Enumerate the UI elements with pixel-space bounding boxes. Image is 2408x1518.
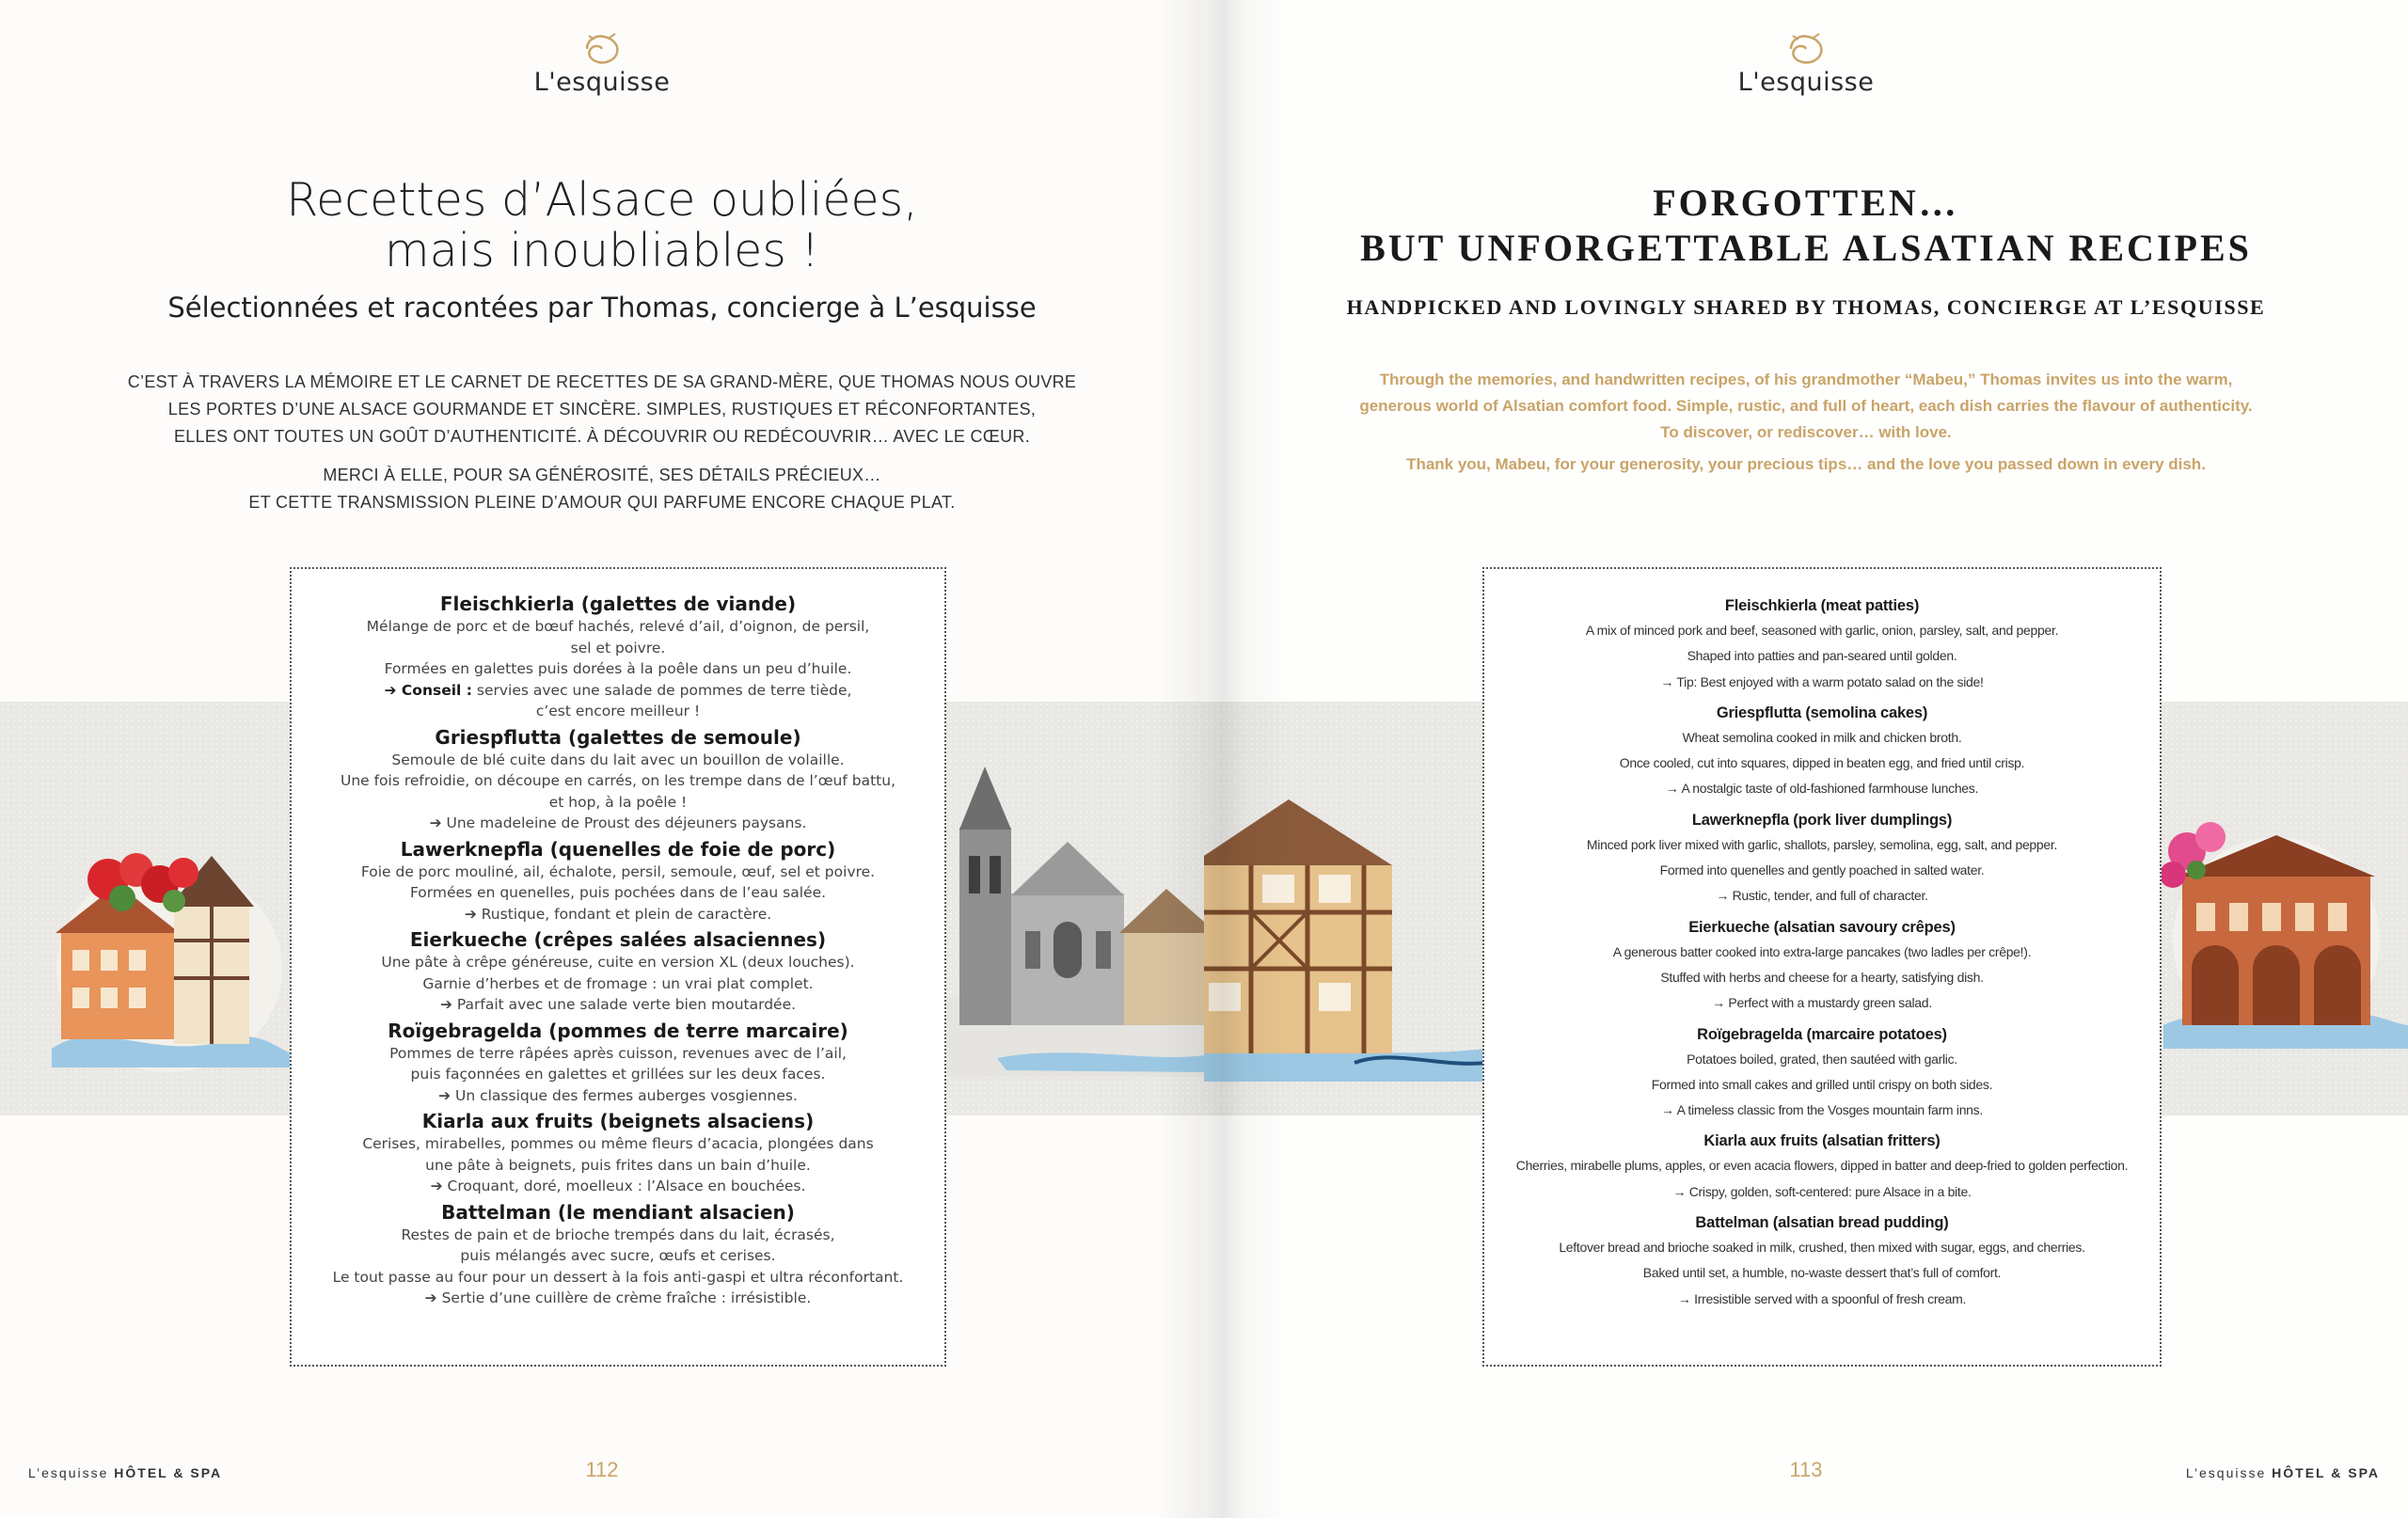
page-subtitle: HANDPICKED AND LOVINGLY SHARED BY THOMAS, CONCIERGE AT L’ESQUISSE (1346, 295, 2266, 319)
recipe-line: Stuffed with herbs and cheese for a hearty, satisfying dish. (1660, 969, 1984, 985)
recipe-line: → Rustic, tender, and full of character. (1716, 888, 1928, 904)
recipe-item (310, 725, 926, 834)
page-number: 113 (1789, 1458, 1823, 1481)
recipe-name: Kiarla aux fruits (beignets alsaciens) (421, 1110, 815, 1132)
recipe-line: Restes de pain et de brioche trempés dans du lait, écrasés, (401, 1225, 835, 1243)
recipe-name: Lawerknepfla (quenelles de foie de porc) (400, 837, 836, 861)
footer-brand-name: L’esquisse (28, 1465, 109, 1480)
intro-line: LES PORTES D’UNE ALSACE GOURMANDE ET SINCÈRE. SIMPLES, RUSTIQUES ET RÉCONFORTANTES, (167, 400, 1037, 419)
recipe-line: Une fois refroidie, on découpe en carrés, on les trempe dans de l’œuf battu, (340, 772, 896, 789)
recipe-item (310, 927, 926, 1016)
recipe-name: Battelman (alsatian bread pudding) (1695, 1214, 1949, 1232)
recipe-item (310, 1019, 926, 1107)
right-page (1204, 0, 2408, 1518)
recipe-item (310, 1109, 926, 1197)
recipe-item (1497, 808, 2147, 909)
recipe-line: puis façonnées en galettes et grillées sur les deux faces. (410, 1066, 826, 1083)
recipe-item (1497, 915, 2147, 1017)
esquisse-logo-icon (1785, 32, 1827, 66)
recipe-line: → A nostalgic taste of old-fashioned farmhouse lunches. (1665, 781, 1979, 797)
intro-line: C’EST À TRAVERS LA MÉMOIRE ET LE CARNET DE RECETTES DE SA GRAND-MÈRE, QUE THOMAS NOUS OUVRE (127, 372, 1077, 391)
footer-brand (28, 1465, 222, 1480)
recipe-item (1497, 1129, 2147, 1205)
recipe-line: Garnie d’herbes et de fromage : un vrai plat complet. (422, 974, 814, 992)
recipe-line: c’est encore meilleur ! (535, 703, 701, 719)
thanks-line: MERCI À ELLE, POUR SA GÉNÉROSITÉ, SES DÉTAILS PRÉCIEUX… (323, 466, 881, 484)
intro-text (94, 369, 1110, 528)
recipe-line: Baked until set, a humble, no-waste dessert that’s full of comfort. (1642, 1265, 2002, 1281)
half-timbered-house-illustration (1204, 781, 1486, 1082)
recipe-name: Griespflutta (semolina cakes) (1716, 704, 1928, 721)
recipe-item (310, 837, 926, 925)
title-line-2: mais inoubliables ! (384, 224, 820, 277)
recipe-name: Roïgebragelda (marcaire potatoes) (1697, 1025, 1947, 1043)
recipe-name: Griespflutta (galettes de semoule) (435, 725, 801, 749)
recipe-line: Wheat semolina cooked in milk and chicken broth. (1682, 729, 1962, 745)
page-number: 112 (585, 1458, 619, 1481)
title-line-2: BUT UNFORGETTABLE ALSATIAN RECIPES (1360, 227, 2252, 269)
recipe-line: → Irresistible served with a spoonful of fresh cream. (1677, 1290, 1967, 1306)
recipe-line: → A timeless classic from the Vosges mountain farm inns. (1661, 1102, 1983, 1118)
recipe-line: Le tout passe au four pour un dessert à la fois anti-gaspi et ultra réconfortant. (332, 1268, 904, 1286)
recipe-line: sel et poivre. (570, 639, 666, 656)
tip-text: servies avec une salade de pommes de terre tiède, (471, 681, 852, 699)
recipe-name: Eierkueche (alsatian savoury crêpes) (1688, 918, 1956, 936)
recipe-line: A generous batter cooked into extra-large pancakes (two ladles per crêpe!). (1612, 943, 2032, 959)
logo-text: L'esquisse (533, 68, 671, 97)
intro-line: Through the memories, and handwritten recipes, of his grandmother “Mabeu,” Thomas invites us into the warm, (1379, 371, 2233, 388)
tip-label: ➔ Conseil : (384, 681, 472, 699)
recipe-line: Minced pork liver mixed with garlic, shallots, parsley, semolina, egg, salt, and pepper. (1586, 836, 2058, 852)
recipe-line: Pommes de terre râpées après cuisson, revenues avec de l’ail, (389, 1044, 847, 1062)
esquisse-logo-icon (581, 32, 623, 66)
recipe-line: puis mélangés avec sucre, œufs et cerises. (460, 1247, 776, 1264)
recipe-line: → Perfect with a mustardy green salad. (1712, 995, 1932, 1011)
alsace-houses-illustration (42, 828, 296, 1082)
recipe-name: Fleischkierla (galettes de viande) (439, 593, 797, 615)
page-title (1242, 181, 2370, 271)
recipe-line: Formées en quenelles, puis pochées dans de l’eau salée. (409, 884, 827, 901)
intro-line: ELLES ONT TOUTES UN GOÛT D’AUTHENTICITÉ. À DÉCOUVRIR OU REDÉCOUVRIR… AVEC LE CŒUR. (173, 427, 1031, 446)
recipe-line: Formed into small cakes and grilled until crispy on both sides. (1651, 1076, 1993, 1092)
recipe-item (1497, 701, 2147, 802)
logo (1712, 32, 1900, 97)
intro-text (1298, 367, 2314, 483)
footer-brand-suffix: HÔTEL & SPA (114, 1465, 223, 1480)
recipe-item (310, 1200, 926, 1309)
page-title (85, 175, 1119, 277)
recipe-list-fr (290, 567, 946, 1367)
recipe-line: Formées en galettes puis dorées à la poêle dans un peu d’huile. (384, 660, 852, 677)
recipe-line: une pâte à beignets, puis frites dans un bain d’huile. (425, 1156, 811, 1174)
intro-line: generous world of Alsatian comfort food. Simple, rustic, and full of heart, each dish carries the flavour of authenticity. (1359, 397, 2253, 415)
recipe-line: Formed into quenelles and gently poached in salted water. (1659, 862, 1985, 878)
recipe-item (310, 592, 926, 722)
recipe-line: et hop, à la poêle ! (548, 793, 688, 811)
recipe-line: ➔ Rustique, fondant et plein de caractère. (464, 905, 772, 923)
recipe-line: Cerises, mirabelles, pommes ou même fleurs d’acacia, plongées dans (362, 1135, 874, 1152)
recipe-item (1497, 1210, 2147, 1312)
recipe-line: ➔ Sertie d’une cuillère de crème fraîche : irrésistible. (424, 1289, 812, 1306)
recipe-line: Shaped into patties and pan-seared until golden. (1687, 648, 1957, 664)
recipe-line: Mélange de porc et de bœuf hachés, relevé d’ail, d’oignon, de persil, (366, 618, 870, 635)
recipe-line: Foie de porc mouliné, ail, échalote, persil, semoule, œuf, sel et poivre. (360, 862, 876, 880)
page-subtitle: Sélectionnées et racontées par Thomas, concierge à L’esquisse (167, 292, 1037, 324)
recipe-line: ➔ Une madeleine de Proust des déjeuners paysans. (429, 814, 807, 831)
logo (508, 32, 696, 97)
recipe-line: Potatoes boiled, grated, then sautéed with garlic. (1687, 1051, 1957, 1067)
intro-line: To discover, or rediscover… with love. (1660, 423, 1952, 441)
recipe-item (1497, 1022, 2147, 1124)
recipe-line: Semoule de blé cuite dans du lait avec un bouillon de volaille. (391, 751, 845, 768)
cathedral-illustration (941, 752, 1204, 1077)
recipe-item (1497, 593, 2147, 695)
recipe-name: Eierkueche (crêpes salées alsaciennes) (409, 928, 827, 951)
recipe-name: Battelman (le mendiant alsacien) (441, 1200, 795, 1224)
recipe-line: → Tip: Best enjoyed with a warm potato salad on the side! (1660, 673, 1984, 689)
recipe-line: ➔ Parfait avec une salade verte bien moutardée. (439, 996, 797, 1013)
recipe-name: Kiarla aux fruits (alsatian fritters) (1703, 1132, 1941, 1150)
title-line-1: FORGOTTEN… (1653, 182, 1959, 224)
footer-brand-suffix: HÔTEL & SPA (2272, 1465, 2380, 1480)
recipe-list-en (1482, 567, 2162, 1367)
recipe-line: Once cooled, cut into squares, dipped in beaten egg, and fried until crisp. (1619, 755, 2025, 771)
recipe-line: Une pâte à crêpe généreuse, cuite en version XL (deux louches). (381, 954, 855, 971)
footer-brand (2186, 1465, 2380, 1480)
recipe-line: A mix of minced pork and beef, seasoned with garlic, onion, parsley, salt, and pepper. (1585, 623, 2059, 638)
recipe-name: Fleischkierla (meat patties) (1724, 597, 1920, 614)
recipe-line: ➔ Un classique des fermes auberges vosgiennes. (438, 1086, 798, 1104)
recipe-line: Leftover bread and brioche soaked in milk, crushed, then mixed with sugar, eggs, and cherries. (1559, 1240, 2085, 1256)
thanks-line: Thank you, Mabeu, for your generosity, your precious tips… and the love you passed down in every dish. (1406, 455, 2206, 473)
flower-building-illustration (2154, 809, 2408, 1063)
logo-text: L'esquisse (1737, 68, 1875, 97)
recipe-line: → Crispy, golden, soft-centered: pure Alsace in a bite. (1672, 1183, 1972, 1199)
recipe-line: ➔ Croquant, doré, moelleux : l’Alsace en bouchées. (430, 1178, 806, 1194)
recipe-tip (310, 680, 926, 702)
title-line-1: Recettes d’Alsace oubliées, (286, 173, 918, 227)
recipe-name: Lawerknepfla (pork liver dumplings) (1691, 811, 1953, 829)
recipe-line: Cherries, mirabelle plums, apples, or even acacia flowers, dipped in batter and deep-fried to golden perfection. (1515, 1158, 2129, 1174)
footer-brand-name: L’esquisse (2185, 1465, 2267, 1480)
recipe-name: Roïgebragelda (pommes de terre marcaire) (388, 1019, 848, 1042)
thanks-line: ET CETTE TRANSMISSION PLEINE D’AMOUR QUI PARFUME ENCORE CHAQUE PLAT. (248, 493, 956, 512)
